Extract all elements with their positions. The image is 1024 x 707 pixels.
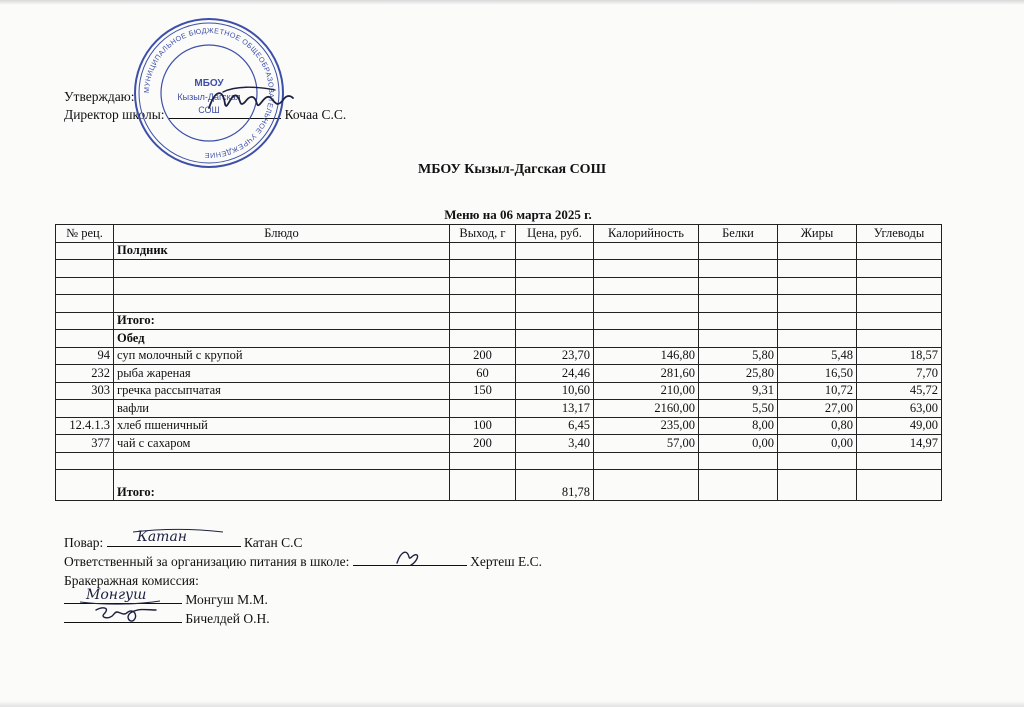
cell-dish-name: рыба жареная bbox=[114, 365, 450, 383]
cell-carbs bbox=[857, 242, 942, 260]
cell-price: 24,46 bbox=[516, 365, 594, 383]
cell-dish-name: гречка рассыпчатая bbox=[114, 382, 450, 400]
cell-recipe-number: 232 bbox=[56, 365, 114, 383]
cell-output-grams bbox=[450, 400, 516, 418]
header-price: Цена, руб. bbox=[516, 225, 594, 243]
table-row bbox=[56, 330, 942, 348]
cell-recipe-number bbox=[56, 295, 114, 313]
header-fats: Жиры bbox=[778, 225, 857, 243]
cell-output-grams: 100 bbox=[450, 417, 516, 435]
member2-name: Бичелдей О.Н. bbox=[185, 611, 270, 626]
member2-signature bbox=[64, 602, 182, 624]
cell-output-grams bbox=[450, 260, 516, 278]
cell-proteins bbox=[699, 470, 778, 501]
cell-carbs bbox=[857, 330, 942, 348]
cell-price bbox=[516, 295, 594, 313]
header-calories: Калорийность bbox=[594, 225, 699, 243]
cell-calories: 281,60 bbox=[594, 365, 699, 383]
stamp-outer-text: МУНИЦИПАЛЬНОЕ БЮДЖЕТНОЕ ОБЩЕОБРАЗОВАТЕЛЬНОЕ УЧРЕЖДЕНИЕ bbox=[141, 25, 277, 161]
cell-recipe-number bbox=[56, 260, 114, 278]
member2-line bbox=[64, 609, 542, 628]
cell-fats: 0,80 bbox=[778, 417, 857, 435]
cell-dish-name bbox=[114, 295, 450, 313]
cell-fats bbox=[778, 295, 857, 313]
cell-dish-name: Полдник bbox=[114, 242, 450, 260]
svg-text:МБОУ: МБОУ bbox=[194, 78, 224, 89]
cell-output-grams: 150 bbox=[450, 382, 516, 400]
commission-label: Бракеражная комиссия: bbox=[64, 573, 199, 588]
header-proteins: Белки bbox=[699, 225, 778, 243]
cell-price: 23,70 bbox=[516, 347, 594, 365]
director-label: Директор школы: bbox=[64, 107, 165, 122]
cell-carbs bbox=[857, 312, 942, 330]
cell-recipe-number bbox=[56, 330, 114, 348]
cell-dish-name: вафли bbox=[114, 400, 450, 418]
header-carbs: Углеводы bbox=[857, 225, 942, 243]
menu-title: Меню на 06 марта 2025 г. bbox=[444, 207, 592, 222]
cell-dish-name: суп молочный с крупой bbox=[114, 347, 450, 365]
header-recipe-number: № рец. bbox=[56, 225, 114, 243]
cell-fats bbox=[778, 330, 857, 348]
cell-output-grams bbox=[450, 312, 516, 330]
cell-carbs: 49,00 bbox=[857, 417, 942, 435]
director-signature bbox=[205, 82, 295, 116]
cell-dish-name: чай с сахаром bbox=[114, 435, 450, 453]
cook-label: Повар: bbox=[64, 535, 104, 550]
responsible-line bbox=[64, 552, 542, 571]
cook-signature bbox=[107, 526, 241, 548]
cell-calories: 2160,00 bbox=[594, 400, 699, 418]
cell-price bbox=[516, 260, 594, 278]
cell-output-grams: 200 bbox=[450, 435, 516, 453]
cell-recipe-number bbox=[56, 452, 114, 470]
cell-calories bbox=[594, 470, 699, 501]
cell-calories: 210,00 bbox=[594, 382, 699, 400]
cell-proteins: 25,80 bbox=[699, 365, 778, 383]
table-row bbox=[56, 260, 942, 278]
cell-price bbox=[516, 242, 594, 260]
cell-fats bbox=[778, 277, 857, 295]
cell-fats bbox=[778, 260, 857, 278]
cell-recipe-number: 94 bbox=[56, 347, 114, 365]
cell-calories: 235,00 bbox=[594, 417, 699, 435]
table-row bbox=[56, 295, 942, 313]
cell-proteins: 5,80 bbox=[699, 347, 778, 365]
cell-proteins bbox=[699, 295, 778, 313]
cell-fats bbox=[778, 470, 857, 501]
cell-carbs: 14,97 bbox=[857, 435, 942, 453]
cell-proteins: 9,31 bbox=[699, 382, 778, 400]
svg-text:Катан: Катан bbox=[136, 529, 187, 545]
cell-recipe-number bbox=[56, 277, 114, 295]
footer-signatures bbox=[64, 529, 543, 628]
cell-dish-name bbox=[114, 277, 450, 295]
cell-carbs: 63,00 bbox=[857, 400, 942, 418]
table-row bbox=[56, 435, 942, 453]
cell-price: 13,17 bbox=[516, 400, 594, 418]
cell-output-grams bbox=[450, 242, 516, 260]
cell-output-grams bbox=[450, 330, 516, 348]
svg-text:СОШ: СОШ bbox=[198, 105, 220, 115]
table-row bbox=[56, 312, 942, 330]
cell-price bbox=[516, 277, 594, 295]
cell-proteins bbox=[699, 260, 778, 278]
cell-price: 6,45 bbox=[516, 417, 594, 435]
cell-carbs: 45,72 bbox=[857, 382, 942, 400]
cell-fats: 0,00 bbox=[778, 435, 857, 453]
cell-carbs bbox=[857, 452, 942, 470]
cell-proteins bbox=[699, 242, 778, 260]
director-name: Кочаа С.С. bbox=[284, 107, 347, 122]
table-row bbox=[56, 382, 942, 400]
cell-proteins: 8,00 bbox=[699, 417, 778, 435]
cell-recipe-number: 12.4.1.3 bbox=[56, 417, 114, 435]
cell-carbs bbox=[857, 277, 942, 295]
cell-calories bbox=[594, 277, 699, 295]
table-row bbox=[56, 277, 942, 295]
responsible-signature bbox=[353, 545, 467, 567]
cell-price bbox=[516, 330, 594, 348]
table-row bbox=[56, 470, 942, 501]
organization-title: МБОУ Кызыл-Дагская СОШ bbox=[418, 162, 606, 177]
cell-dish-name: Итого: bbox=[114, 470, 450, 501]
cell-output-grams bbox=[450, 277, 516, 295]
header-dish: Блюдо bbox=[114, 225, 450, 243]
cell-proteins: 5,50 bbox=[699, 400, 778, 418]
cell-recipe-number bbox=[56, 400, 114, 418]
member2-signature-line bbox=[64, 609, 182, 623]
cell-proteins bbox=[699, 277, 778, 295]
cell-fats bbox=[778, 312, 857, 330]
cell-recipe-number: 377 bbox=[56, 435, 114, 453]
table-row bbox=[56, 365, 942, 383]
cell-carbs: 7,70 bbox=[857, 365, 942, 383]
cell-proteins bbox=[699, 330, 778, 348]
cell-carbs bbox=[857, 295, 942, 313]
cell-calories: 146,80 bbox=[594, 347, 699, 365]
cell-output-grams: 60 bbox=[450, 365, 516, 383]
cell-output-grams bbox=[450, 470, 516, 501]
cell-dish-name: Обед bbox=[114, 330, 450, 348]
cell-calories bbox=[594, 242, 699, 260]
table-row bbox=[56, 417, 942, 435]
cell-recipe-number bbox=[56, 242, 114, 260]
cell-calories: 57,00 bbox=[594, 435, 699, 453]
table-row bbox=[56, 347, 942, 365]
cell-output-grams bbox=[450, 295, 516, 313]
cell-calories bbox=[594, 260, 699, 278]
responsible-label: Ответственный за организацию питания в школе: bbox=[64, 554, 350, 569]
cell-dish-name bbox=[114, 260, 450, 278]
cell-calories bbox=[594, 330, 699, 348]
cell-dish-name bbox=[114, 452, 450, 470]
cell-fats: 5,48 bbox=[778, 347, 857, 365]
cell-dish-name: хлеб пшеничный bbox=[114, 417, 450, 435]
menu-table bbox=[55, 224, 942, 501]
cook-line bbox=[64, 529, 542, 552]
cell-fats bbox=[778, 452, 857, 470]
cell-recipe-number bbox=[56, 470, 114, 501]
cell-output-grams: 200 bbox=[450, 347, 516, 365]
cook-name: Катан С.С bbox=[243, 535, 303, 550]
cell-carbs bbox=[857, 260, 942, 278]
cell-calories bbox=[594, 295, 699, 313]
cell-proteins: 0,00 bbox=[699, 435, 778, 453]
cell-calories bbox=[594, 452, 699, 470]
cell-carbs bbox=[857, 470, 942, 501]
cook-signature-line bbox=[107, 529, 241, 547]
cell-proteins bbox=[699, 312, 778, 330]
cell-calories bbox=[594, 312, 699, 330]
scan-edge-top bbox=[0, 0, 1024, 5]
responsible-signature-line bbox=[353, 552, 467, 566]
cell-recipe-number: 303 bbox=[56, 382, 114, 400]
cell-price bbox=[516, 452, 594, 470]
responsible-name: Хертеш Е.С. bbox=[470, 554, 543, 569]
svg-text:Монгуш: Монгуш bbox=[86, 587, 147, 603]
cell-fats: 10,72 bbox=[778, 382, 857, 400]
cell-dish-name: Итого: bbox=[114, 312, 450, 330]
cell-price bbox=[516, 312, 594, 330]
cell-fats: 16,50 bbox=[778, 365, 857, 383]
scan-edge-bottom bbox=[0, 701, 1024, 707]
table-header-row bbox=[56, 225, 942, 243]
table-row bbox=[56, 452, 942, 470]
cell-fats: 27,00 bbox=[778, 400, 857, 418]
header-output: Выход, г bbox=[450, 225, 516, 243]
cell-proteins bbox=[699, 452, 778, 470]
table-row bbox=[56, 242, 942, 260]
cell-price: 81,78 bbox=[516, 470, 594, 501]
cell-price: 3,40 bbox=[516, 435, 594, 453]
cell-price: 10,60 bbox=[516, 382, 594, 400]
svg-text:Кызыл-Дагская: Кызыл-Дагская bbox=[177, 92, 241, 102]
cell-fats bbox=[778, 242, 857, 260]
table-row bbox=[56, 400, 942, 418]
cell-recipe-number bbox=[56, 312, 114, 330]
cell-output-grams bbox=[450, 452, 516, 470]
menu-table-body bbox=[56, 242, 942, 501]
cell-carbs: 18,57 bbox=[857, 347, 942, 365]
approved-label: Утверждаю: bbox=[64, 89, 135, 104]
member1-name: Монгуш М.М. bbox=[185, 592, 268, 607]
